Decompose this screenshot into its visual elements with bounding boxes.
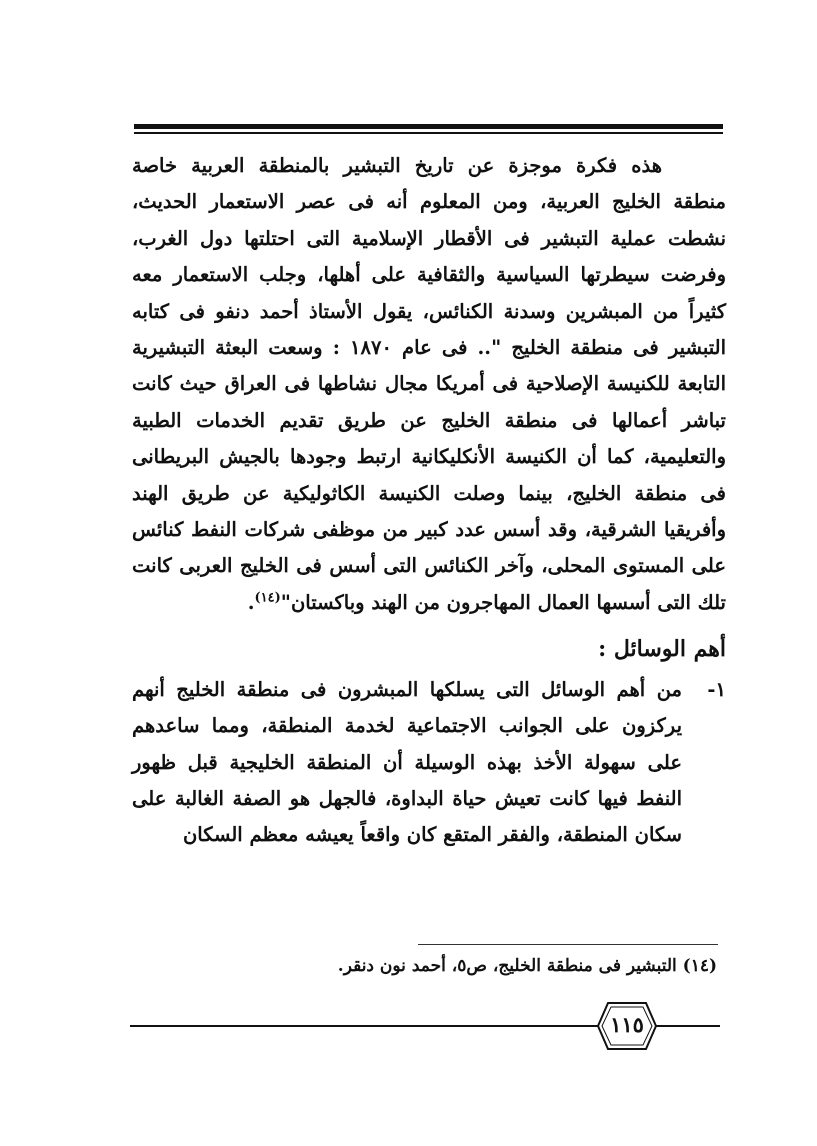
header-rule-thin bbox=[134, 132, 723, 134]
page-number: ١١٥ bbox=[610, 1012, 644, 1037]
main-text bbox=[132, 148, 726, 854]
list-number: ١- bbox=[707, 677, 726, 701]
footnote: (١٤) التبشير فى منطقة الخليج، ص٥، أحمد نون دنقر. bbox=[337, 956, 717, 976]
footnote-divider bbox=[418, 944, 718, 945]
header-rule-thick bbox=[134, 124, 723, 129]
list-item-text: من أهم الوسائل التى يسلكها المبشرون فى منطقة الخليج أنهم يركزون على الجوانب الاجتماعية لخدمة المنطقة، ومما ساعدهم على سهولة الأخذ بهذه الوسيلة أن المنطقة الخليجية قبل ظهور النفط فيها كانت تعيش حياة البداوة، فالجهل هو الصفة الغالبة على سكان المنطقة، والفقر المتقع كان واقعاً يعيشه معظم السكان bbox=[132, 677, 682, 847]
list-item bbox=[132, 672, 726, 854]
section-heading: أهم الوسائل : bbox=[598, 636, 726, 663]
footer-rule-right bbox=[654, 1025, 720, 1027]
paragraph bbox=[132, 148, 726, 621]
page-number-badge bbox=[596, 999, 658, 1053]
footer-rule-left bbox=[130, 1025, 600, 1027]
paragraph-end: . bbox=[247, 590, 255, 614]
footnote-reference: (١٤) bbox=[254, 590, 281, 606]
paragraph-text: هذه فكرة موجزة عن تاريخ التبشير بالمنطقة العربية خاصة منطقة الخليج العربية، ومن المعلوم أنه فى عصر الاستعمار الحديث، نشطت عملية التبشير فى الأقطار الإسلامية التى احتلتها دول الغرب، وفرضت سيطرتها السياسية والثقافية على أهلها، وجلب الاستعمار معه كثيراً من المبشرين وسدنة الكنائس، يقول الأستاذ أحمد دنفو فى كتابه التبشير فى منطقة الخليج ".. فى عام ١٨٧٠ : وسعت البعثة التبشيرية التابعة للكنيسة الإصلاحية فى أمريكا مجال نشاطها فى العراق حيث كانت تباشر أعمالها فى منطقة الخليج عن طريق تقديم الخدمات الطبية والتعليمية، كما أن الكنيسة الأنكليكانية ارتبط وجودها بالجيش البريطانى فى منطقة الخليج، بينما وصلت الكنيسة الكاثوليكية عن طريق الهند وأفريقيا الشرقية، وقد أسس عدد كبير من موظفى شركات النفط كنائس على المستوى المحلى، وآخر الكنائس التى أسس فى الخليج العربى كانت تلك التى أسسها العمال المهاجرون من الهند وباكستان" bbox=[132, 154, 726, 614]
